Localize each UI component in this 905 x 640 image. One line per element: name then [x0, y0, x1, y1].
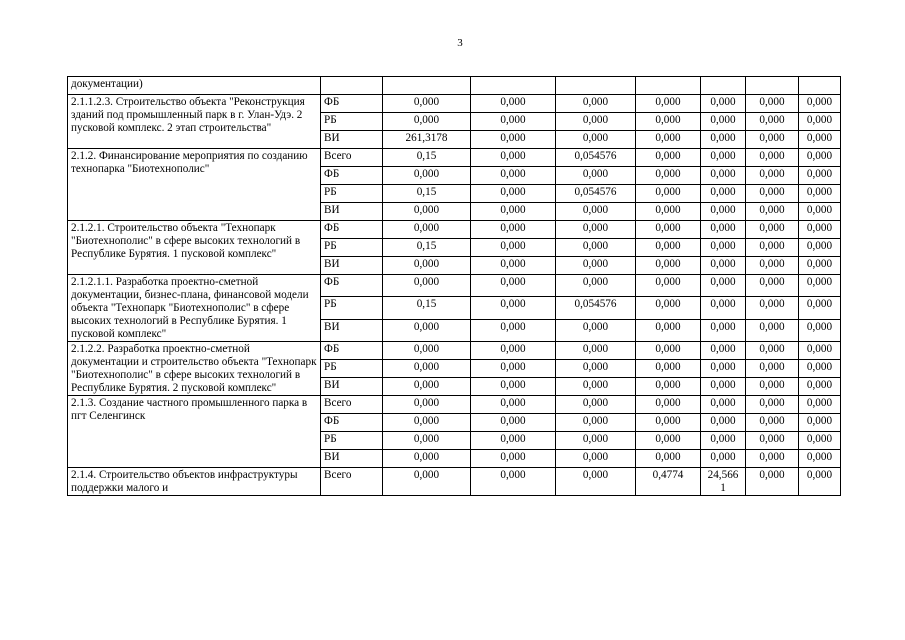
value-cell: 0,000	[746, 297, 799, 319]
value-cell: 0,000	[556, 131, 636, 149]
value-cell: 0,000	[636, 378, 701, 396]
value-cell: 0,000	[799, 131, 841, 149]
funding-source-cell: ФБ	[321, 95, 383, 113]
funding-source-cell: ФБ	[321, 414, 383, 432]
value-cell: 0,000	[701, 319, 746, 341]
value-cell: 0,000	[383, 167, 471, 185]
value-cell: 0,000	[746, 275, 799, 297]
value-cell: 0,000	[383, 342, 471, 360]
value-cell: 0,000	[799, 432, 841, 450]
value-cell: 0,054576	[556, 297, 636, 319]
value-cell: 0,000	[701, 414, 746, 432]
value-cell: 0,000	[471, 450, 556, 468]
value-cell: 0,000	[746, 319, 799, 341]
value-cell: 0,000	[746, 378, 799, 396]
funding-source-cell: Всего	[321, 396, 383, 414]
value-cell: 0,000	[636, 113, 701, 131]
value-cell: 0,000	[383, 378, 471, 396]
value-cell: 0,000	[556, 360, 636, 378]
value-cell: 0,000	[383, 396, 471, 414]
table-row	[68, 396, 841, 414]
value-cell: 0,000	[746, 432, 799, 450]
value-cell: 0,000	[383, 450, 471, 468]
value-cell: 0,000	[556, 319, 636, 341]
funding-source-cell: ФБ	[321, 221, 383, 239]
value-cell: 0,000	[799, 113, 841, 131]
value-cell: 0,000	[701, 113, 746, 131]
value-cell: 0,000	[636, 450, 701, 468]
value-cell: 0,000	[556, 221, 636, 239]
value-cell: 0,000	[701, 297, 746, 319]
value-cell: 0,054576	[556, 149, 636, 167]
value-cell: 0,000	[471, 167, 556, 185]
value-cell: 0,054576	[556, 185, 636, 203]
funding-source-cell: РБ	[321, 113, 383, 131]
value-cell: 0,000	[701, 378, 746, 396]
row-name-cell: 2.1.2. Финансирование мероприятия по созданию технопарка "Биотехнополис"	[68, 149, 321, 221]
value-cell: 0,000	[701, 275, 746, 297]
value-cell: 0,000	[746, 342, 799, 360]
value-cell: 0,000	[799, 239, 841, 257]
value-cell: 0,000	[799, 167, 841, 185]
value-cell: 0,000	[471, 113, 556, 131]
value-cell: 24,566 1	[701, 468, 746, 496]
value-cell: 0,000	[383, 275, 471, 297]
value-cell: 0,000	[799, 203, 841, 221]
value-cell: 0,000	[471, 396, 556, 414]
value-cell: 0,000	[383, 221, 471, 239]
value-cell: 0,000	[636, 414, 701, 432]
value-cell: 0,000	[746, 113, 799, 131]
value-cell: 0,000	[471, 414, 556, 432]
row-name-cell: 2.1.2.1.1. Разработка проектно-сметной документации, бизнес-плана, финансовой модели объекта "Технопарк "Биотехнополис" в сфере высоких технологий в Республике Бурятия. 1 пусковой комплекс"	[68, 275, 321, 342]
value-cell: 0,000	[471, 275, 556, 297]
value-cell: 0,000	[746, 149, 799, 167]
value-cell: 0,000	[556, 275, 636, 297]
value-cell: 0,000	[471, 257, 556, 275]
value-cell: 0,000	[799, 221, 841, 239]
value-cell: 0,000	[556, 414, 636, 432]
value-cell: 0,000	[383, 468, 471, 496]
value-cell: 0,000	[799, 319, 841, 341]
row-name-cell: документации)	[68, 77, 321, 95]
value-cell: 0,000	[636, 257, 701, 275]
value-cell: 0,000	[701, 396, 746, 414]
value-cell: 0,000	[636, 342, 701, 360]
value-cell: 0,000	[746, 221, 799, 239]
value-cell: 0,000	[556, 167, 636, 185]
value-cell: 0,15	[383, 239, 471, 257]
value-cell: 0,000	[383, 432, 471, 450]
value-cell: 0,000	[471, 203, 556, 221]
value-cell: 0,000	[636, 131, 701, 149]
value-cell: 0,000	[636, 319, 701, 341]
table-row	[68, 221, 841, 239]
value-cell: 0,000	[471, 149, 556, 167]
value-cell: 0,000	[799, 414, 841, 432]
value-cell: 0,000	[471, 432, 556, 450]
table-row	[68, 468, 841, 496]
value-cell: 0,000	[556, 203, 636, 221]
value-cell: 0,000	[636, 396, 701, 414]
value-cell: 0,000	[636, 95, 701, 113]
value-cell: 0,000	[701, 432, 746, 450]
value-cell: 0,15	[383, 297, 471, 319]
funding-source-cell: ВИ	[321, 450, 383, 468]
value-cell: 0,000	[383, 360, 471, 378]
value-cell: 0,000	[701, 257, 746, 275]
value-cell: 0,000	[636, 167, 701, 185]
funding-source-cell: ФБ	[321, 275, 383, 297]
value-cell: 0,000	[799, 297, 841, 319]
row-name-cell: 2.1.3. Создание частного промышленного парка в пгт Селенгинск	[68, 396, 321, 468]
value-cell: 0,000	[746, 396, 799, 414]
value-cell: 0,000	[636, 185, 701, 203]
value-cell: 0,000	[471, 468, 556, 496]
value-cell: 0,000	[383, 203, 471, 221]
funding-source-cell: ВИ	[321, 257, 383, 275]
funding-source-cell: ВИ	[321, 378, 383, 396]
row-name-cell: 2.1.2.2. Разработка проектно-сметной документации и строительство объекта "Технопарк "Биотехнополис" в сфере высоких технологий в Республике Бурятия. 2 пусковой комплекс"	[68, 342, 321, 396]
funding-source-cell: ФБ	[321, 342, 383, 360]
table-row	[68, 95, 841, 113]
value-cell: 0,000	[471, 185, 556, 203]
value-cell: 0,000	[746, 468, 799, 496]
value-cell: 0,000	[799, 396, 841, 414]
value-cell: 0,000	[701, 149, 746, 167]
value-cell: 0,000	[636, 239, 701, 257]
funding-source-cell: Всего	[321, 468, 383, 496]
value-cell: 0,000	[636, 360, 701, 378]
funding-source-cell: РБ	[321, 185, 383, 203]
funding-source-cell: Всего	[321, 149, 383, 167]
value-cell: 0,000	[383, 257, 471, 275]
value-cell: 0,000	[799, 185, 841, 203]
value-cell: 0,000	[471, 360, 556, 378]
value-cell: 0,000	[556, 113, 636, 131]
table-row	[68, 149, 841, 167]
table-row	[68, 342, 841, 360]
funding-source-cell: РБ	[321, 297, 383, 319]
row-name-cell: 2.1.1.2.3. Строительство объекта "Реконструкция зданий под промышленный парк в г. Улан-Удэ. 2 пусковой комплекс. 2 этап строительства"	[68, 95, 321, 149]
table-row	[68, 77, 841, 95]
value-cell: 0,000	[799, 95, 841, 113]
value-cell: 0,000	[471, 319, 556, 341]
value-cell: 0,000	[701, 360, 746, 378]
value-cell: 0,000	[746, 450, 799, 468]
value-cell: 0,000	[556, 432, 636, 450]
value-cell: 261,3178	[383, 131, 471, 149]
funding-source-cell: ФБ	[321, 167, 383, 185]
value-cell: 0,000	[746, 131, 799, 149]
value-cell: 0,000	[383, 113, 471, 131]
value-cell: 0,000	[746, 414, 799, 432]
value-cell: 0,000	[636, 432, 701, 450]
value-cell: 0,000	[746, 360, 799, 378]
value-cell: 0,000	[746, 203, 799, 221]
funding-source-cell: РБ	[321, 239, 383, 257]
value-cell: 0,000	[556, 95, 636, 113]
value-cell: 0,000	[746, 95, 799, 113]
value-cell: 0,000	[471, 342, 556, 360]
value-cell: 0,000	[701, 221, 746, 239]
table-row	[68, 275, 841, 297]
value-cell: 0,000	[471, 239, 556, 257]
page-number: 3	[457, 37, 463, 49]
value-cell: 0,000	[799, 378, 841, 396]
value-cell: 0,000	[383, 414, 471, 432]
value-cell: 0,000	[383, 95, 471, 113]
value-cell: 0,000	[701, 95, 746, 113]
value-cell: 0,000	[556, 468, 636, 496]
value-cell: 0,15	[383, 149, 471, 167]
funding-source-cell: РБ	[321, 432, 383, 450]
value-cell: 0,000	[471, 297, 556, 319]
value-cell: 0,000	[636, 221, 701, 239]
value-cell: 0,000	[701, 131, 746, 149]
value-cell: 0,000	[383, 319, 471, 341]
value-cell: 0,000	[799, 257, 841, 275]
value-cell: 0,000	[799, 342, 841, 360]
value-cell: 0,000	[636, 297, 701, 319]
value-cell: 0,000	[701, 185, 746, 203]
value-cell: 0,000	[556, 396, 636, 414]
value-cell: 0,000	[636, 275, 701, 297]
table-body	[68, 77, 841, 496]
row-name-cell: 2.1.4. Строительство объектов инфраструктуры поддержки малого и	[68, 468, 321, 496]
value-cell: 0,000	[556, 378, 636, 396]
funding-source-cell: ВИ	[321, 203, 383, 221]
value-cell: 0,000	[471, 221, 556, 239]
value-cell: 0,000	[799, 450, 841, 468]
value-cell: 0,000	[701, 239, 746, 257]
value-cell: 0,000	[556, 257, 636, 275]
value-cell: 0,000	[636, 149, 701, 167]
value-cell: 0,000	[701, 203, 746, 221]
value-cell: 0,000	[636, 203, 701, 221]
value-cell: 0,000	[556, 450, 636, 468]
funding-source-cell: РБ	[321, 360, 383, 378]
value-cell: 0,000	[746, 185, 799, 203]
value-cell: 0,000	[746, 239, 799, 257]
value-cell: 0,000	[746, 257, 799, 275]
row-name-cell: 2.1.2.1. Строительство объекта "Технопарк "Биотехнополис" в сфере высоких технологий в Республике Бурятия. 1 пусковой комплекс"	[68, 221, 321, 275]
value-cell: 0,000	[799, 468, 841, 496]
value-cell: 0,000	[746, 167, 799, 185]
value-cell: 0,000	[701, 450, 746, 468]
value-cell: 0,000	[701, 167, 746, 185]
value-cell: 0,000	[701, 342, 746, 360]
financing-table	[67, 76, 841, 496]
value-cell: 0,000	[799, 149, 841, 167]
value-cell: 0,000	[556, 342, 636, 360]
value-cell: 0,000	[471, 131, 556, 149]
value-cell: 0,15	[383, 185, 471, 203]
value-cell: 0,000	[799, 360, 841, 378]
value-cell: 0,4774	[636, 468, 701, 496]
funding-source-cell: ВИ	[321, 319, 383, 341]
value-cell: 0,000	[471, 378, 556, 396]
value-cell: 0,000	[799, 275, 841, 297]
funding-source-cell: ВИ	[321, 131, 383, 149]
value-cell: 0,000	[471, 95, 556, 113]
value-cell: 0,000	[556, 239, 636, 257]
